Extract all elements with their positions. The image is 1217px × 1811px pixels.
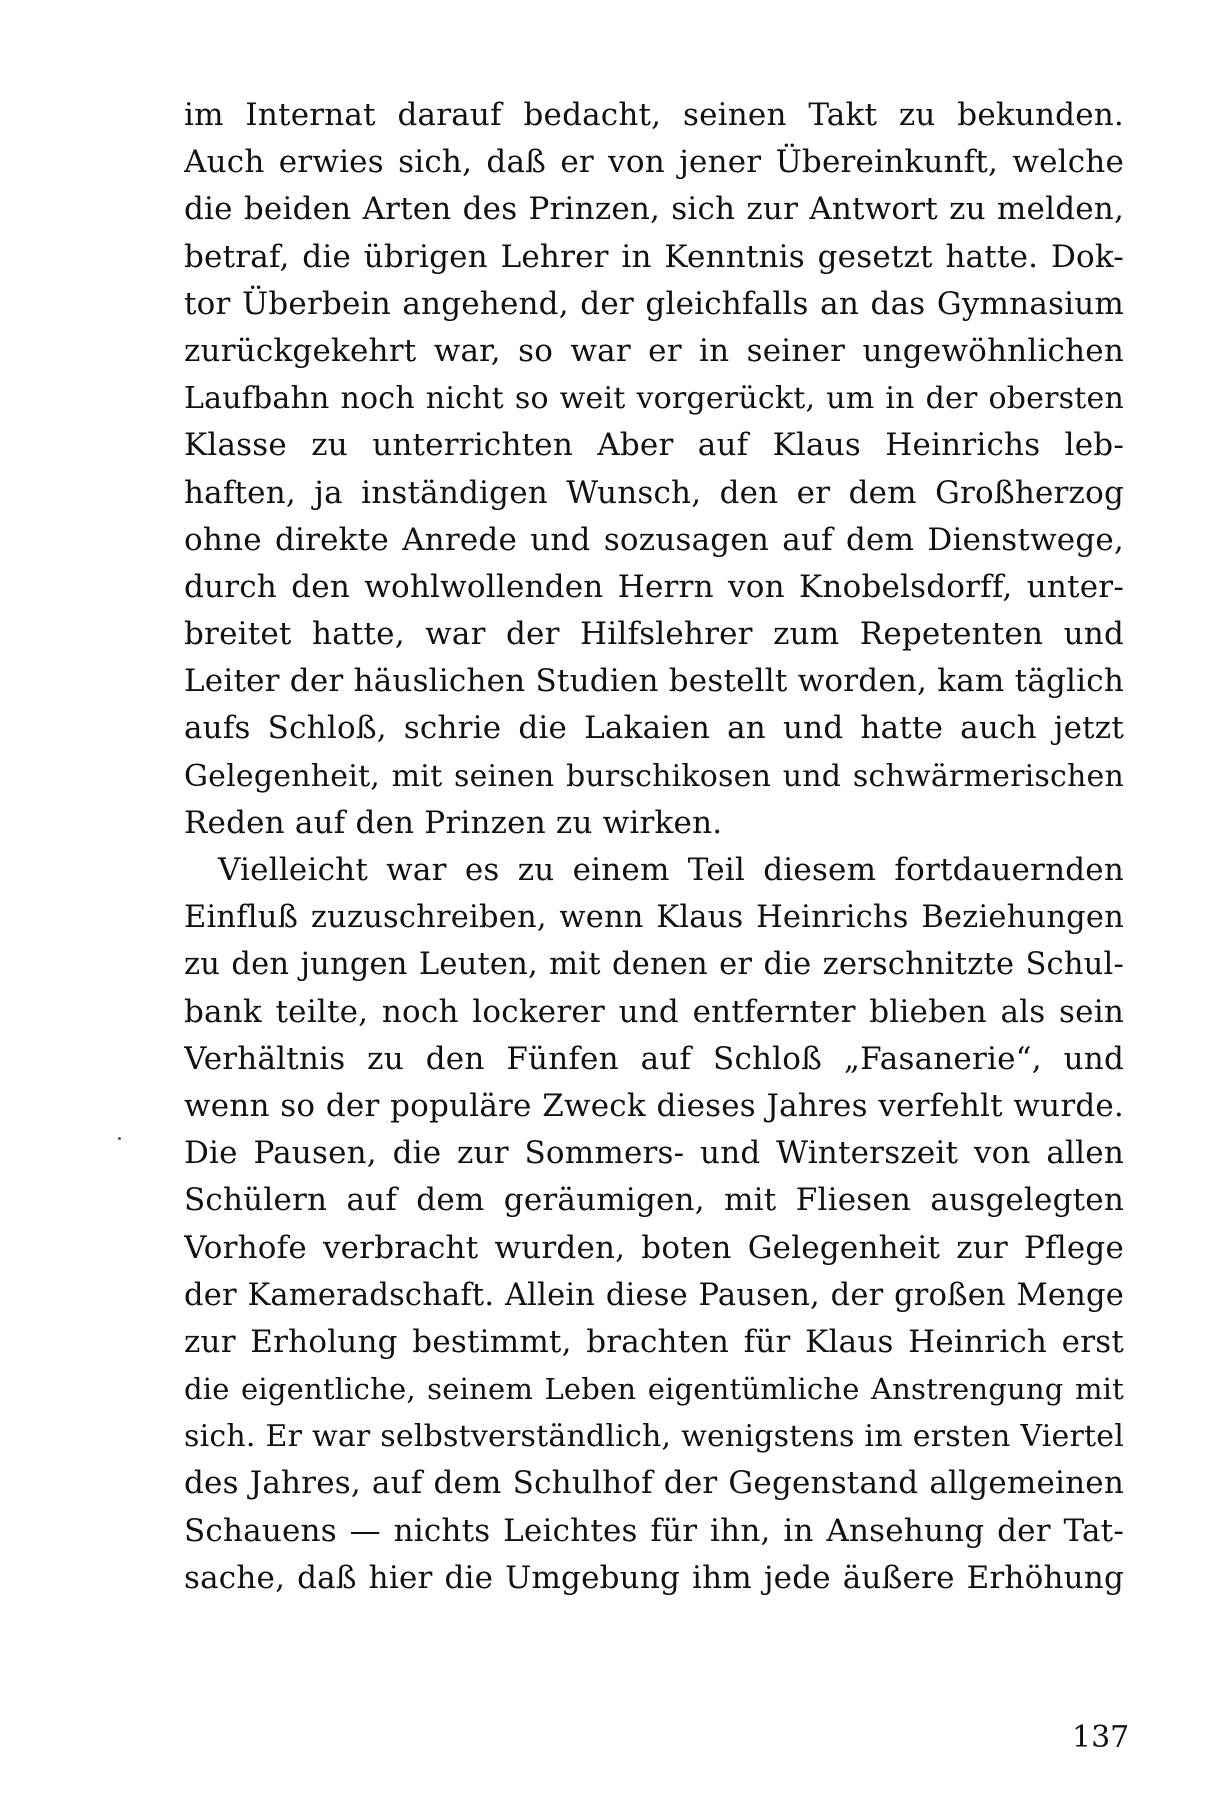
text-line: des Jahres, auf dem Schulhof der Gegenstand allgemeinen xyxy=(184,1465,1124,1502)
text-line: zu den jungen Leuten, mit denen er die zerschnitzte Schul- xyxy=(184,947,1124,983)
text-line-last: Reden auf den Prinzen zu wirken. xyxy=(184,804,723,841)
text-line: Verhältnis zu den Fünfen auf Schloß „Fasanerie“, und xyxy=(184,1040,1124,1077)
text-line: zur Erholung bestimmt, brachten für Klaus Heinrich erst xyxy=(184,1323,1124,1360)
text-line: Auch erwies sich, daß er von jener Übereinkunft, welche xyxy=(184,144,1124,181)
text-line: Schauens — nichts Leichtes für ihn, in Ansehung der Tat- xyxy=(184,1512,1124,1549)
text-line: sache, daß hier die Umgebung ihm jede äußere Erhöhung xyxy=(184,1559,1124,1596)
text-line: der Kameradschaft. Allein diese Pausen, der großen Menge xyxy=(184,1277,1124,1313)
scan-speck xyxy=(118,1137,121,1140)
text-line: wenn so der populäre Zweck dieses Jahres verfehlt wurde. xyxy=(184,1087,1124,1124)
text-line: bank teilte, noch lockerer und entfernter blieben als sein xyxy=(184,993,1124,1030)
book-page-text xyxy=(184,92,1124,1742)
text-line: die eigentliche, seinem Leben eigentümliche Anstrengung mit xyxy=(184,1372,1124,1407)
text-line: ohne direkte Anrede und sozusagen auf dem Dienstwege, xyxy=(184,521,1124,558)
text-line: aufs Schloß, schrie die Lakaien an und hatte auch jetzt xyxy=(184,710,1124,747)
text-line: zurückgekehrt war, so war er in seiner ungewöhnlichen xyxy=(184,332,1124,369)
text-line: breitet hatte, war der Hilfslehrer zum Repetenten und xyxy=(184,616,1124,653)
text-line: Klasse zu unterrichten Aber auf Klaus Heinrichs leb- xyxy=(184,427,1124,464)
text-line: Vorhofe verbracht wurden, boten Gelegenheit zur Pflege xyxy=(184,1229,1124,1266)
text-line: Gelegenheit, mit seinen burschikosen und schwärmerischen xyxy=(184,758,1124,794)
text-line: betraf, die übrigen Lehrer in Kenntnis gesetzt hatte. Dok- xyxy=(184,238,1124,275)
paragraph-1 xyxy=(184,92,1124,847)
text-line: Einfluß zuzuschreiben, wenn Klaus Heinrichs Beziehungen xyxy=(184,900,1124,936)
text-line: Die Pausen, die zur Sommers- und Winterszeit von allen xyxy=(184,1135,1124,1172)
text-line: Schülern auf dem geräumigen, mit Fliesen ausgelegten xyxy=(184,1182,1124,1219)
text-line-indented: Vielleicht war es zu einem Teil diesem fortdauernden xyxy=(218,852,1124,888)
page-number: 137 xyxy=(1072,1720,1130,1755)
text-line: sich. Er war selbstverständlich, wenigstens im ersten Viertel xyxy=(184,1419,1124,1455)
text-line: im Internat darauf bedacht, seinen Takt zu bekunden. xyxy=(184,97,1124,133)
text-line: tor Überbein angehend, der gleichfalls an das Gymnasium xyxy=(184,285,1124,322)
text-line: haften, ja inständigen Wunsch, den er dem Großherzog xyxy=(184,474,1124,511)
paragraph-2 xyxy=(184,847,1124,1602)
text-line: die beiden Arten des Prinzen, sich zur Antwort zu melden, xyxy=(184,191,1124,228)
text-line: Laufbahn noch nicht so weit vorgerückt, um in der obersten xyxy=(184,381,1124,417)
text-line: durch den wohlwollenden Herrn von Knobelsdorff, unter- xyxy=(184,568,1124,605)
text-line: Leiter der häuslichen Studien bestellt worden, kam täglich xyxy=(184,663,1124,700)
